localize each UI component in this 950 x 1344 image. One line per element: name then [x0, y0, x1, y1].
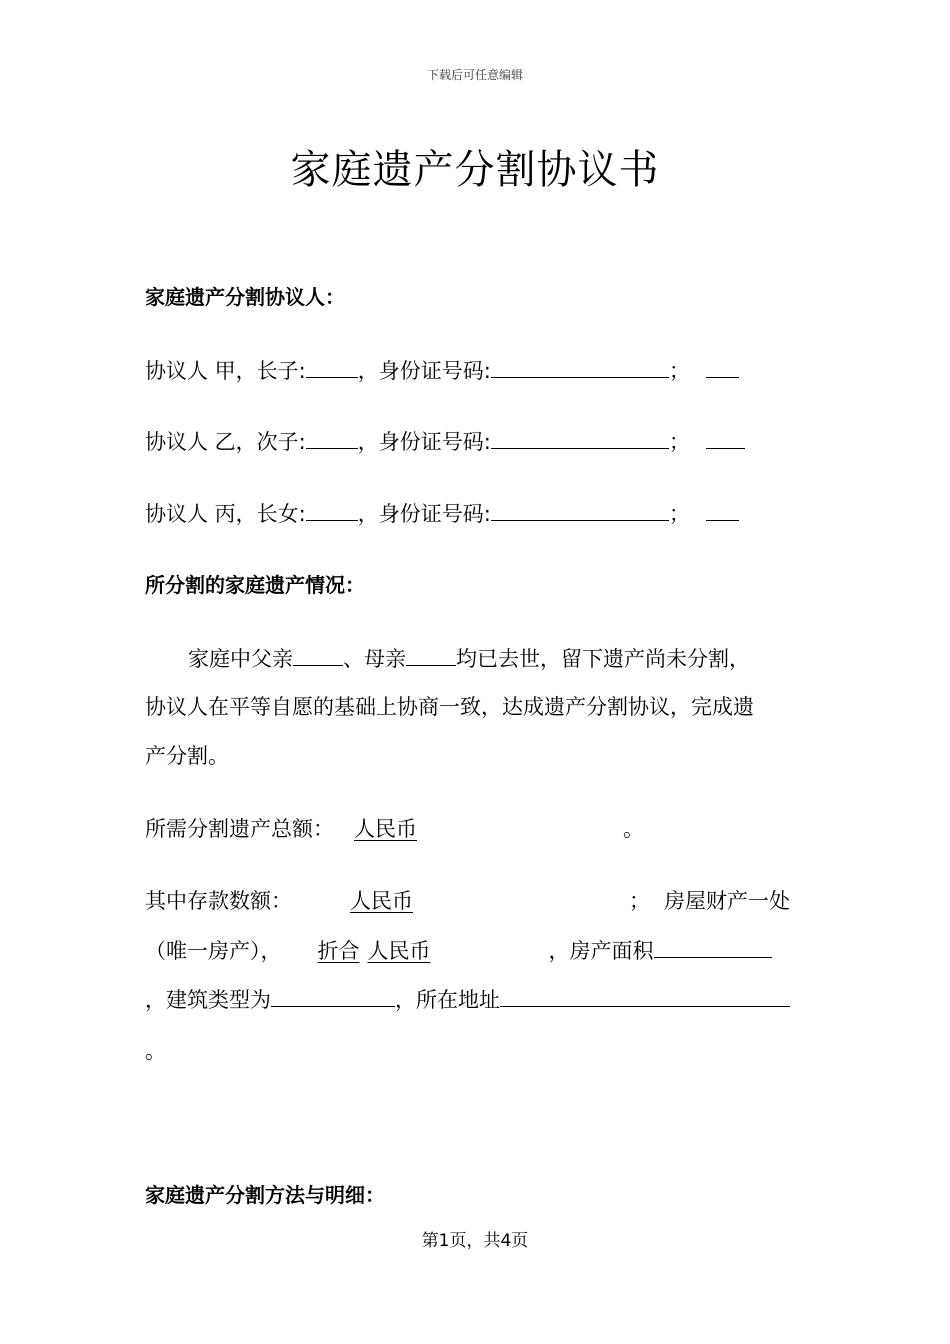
- party-row-c: [145, 498, 739, 529]
- total-value: 人民币: [354, 817, 417, 841]
- section-heading-method: 家庭遗产分割方法与明细：: [145, 1183, 385, 1207]
- deposit-row: [145, 886, 790, 916]
- estate-paragraph-line3: 产分割。: [145, 744, 229, 768]
- final-period: 。: [145, 1039, 166, 1063]
- house-label: 房屋财产一处: [664, 889, 790, 913]
- extra-blank: [706, 426, 745, 449]
- type-label: ，建筑类型为: [145, 988, 271, 1012]
- id-label: ，身份证号码:: [357, 359, 491, 383]
- deposit-value: 人民币: [350, 889, 413, 913]
- father-label: 家庭中父亲: [188, 647, 293, 671]
- estate-total-row: [145, 814, 644, 844]
- id-number-blank: [491, 498, 669, 521]
- area-blank: [654, 935, 772, 958]
- id-label: ，身份证号码:: [357, 430, 491, 454]
- party-label: 协议人 丙，长女:: [145, 502, 306, 526]
- section-heading-estate: 所分割的家庭遗产情况：: [145, 573, 365, 597]
- document-title: 家庭遗产分割协议书: [290, 147, 660, 193]
- address-blank: [500, 984, 790, 1007]
- mother-label: 、母亲: [343, 647, 406, 671]
- building-row: [145, 984, 790, 1015]
- deposit-label: 其中存款数额：: [145, 889, 292, 913]
- house-value: 折合 人民币: [317, 939, 431, 963]
- separator: ；: [668, 359, 690, 383]
- party-label: 协议人 甲，长子:: [145, 359, 306, 383]
- id-label: ，身份证号码:: [357, 502, 491, 526]
- mother-blank: [406, 643, 456, 666]
- house-value-row: [145, 935, 772, 966]
- total-label: 所需分割遗产总额：: [145, 817, 334, 841]
- section-heading-parties: 家庭遗产分割协议人：: [145, 285, 345, 309]
- extra-blank: [706, 498, 739, 521]
- estate-paragraph-line2: 协议人在平等自愿的基础上协商一致，达成遗产分割协议，完成遗: [145, 695, 754, 719]
- page-header-note: 下载后可任意编辑: [426, 68, 523, 82]
- id-number-blank: [491, 426, 669, 449]
- deposit-end: ；: [629, 889, 650, 913]
- paragraph-text: 均已去世，留下遗产尚未分割，: [456, 647, 750, 671]
- name-blank: [306, 355, 358, 378]
- id-number-blank: [491, 355, 669, 378]
- area-label: ，房产面积: [548, 939, 654, 963]
- party-row-b: [145, 426, 745, 457]
- type-blank: [271, 984, 395, 1007]
- name-blank: [306, 426, 358, 449]
- party-row-a: [145, 355, 739, 386]
- page-footer: 第1页，共4页: [421, 1231, 529, 1251]
- total-end: 。: [623, 817, 644, 841]
- house-only-label: （唯一房产），: [145, 939, 282, 963]
- separator: ；: [668, 430, 690, 454]
- extra-blank: [706, 355, 739, 378]
- name-blank: [306, 498, 358, 521]
- separator: ；: [668, 502, 690, 526]
- address-label: ，所在地址: [395, 988, 500, 1012]
- party-label: 协议人 乙，次子:: [145, 430, 306, 454]
- estate-paragraph-line1: [188, 643, 750, 674]
- father-blank: [293, 643, 343, 666]
